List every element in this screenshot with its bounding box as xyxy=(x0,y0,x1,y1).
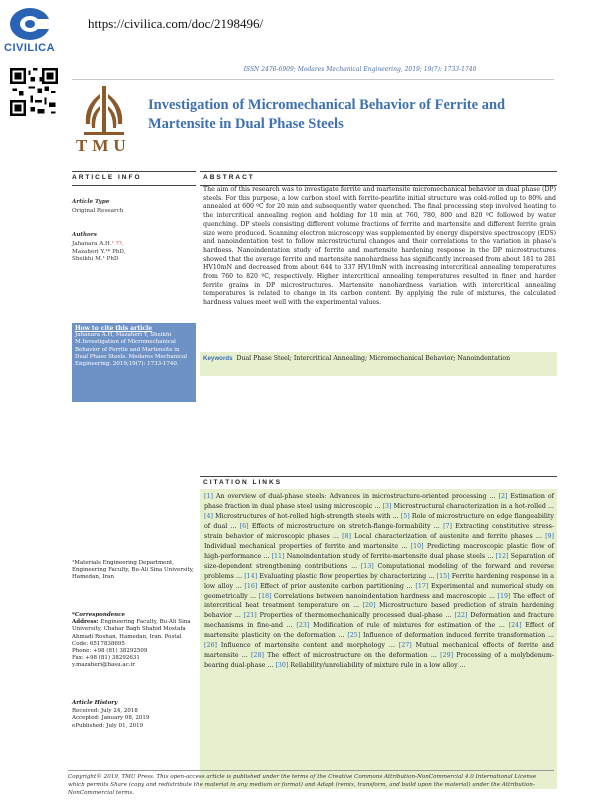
history-epublished: ePublished: July 01, 2019 xyxy=(72,722,144,729)
citation-title: Influence of martensite content and morphology ... xyxy=(220,642,395,650)
abstract-text: The aim of this research was to investigate ferrite and martensite micromechanical behavior in dual phase (DP) steels. For this purpose, a low carbon steel with ferrite-pearlite initial structure was cold-rolled up to 80% and annealed at 600 ºC for 20 min and subsequently water quenched. The final processing step involved heating to the intercritical annealing region and holding for 10 min at 760, 780, 800 and 820 ºC followed by water quenching. DP steels consisting different volume fractions of ferrite and martensite and different ferrite grain size were produced. Scanning electron microscopy was supplemented by energy dispersive spectroscopy (EDS) and nanoindentation test to follow microstructural changes and their correlations to the variation in phase's hardness. Nanoindentation study of ferrite and martensite hardening response in the DP microstructures showed that the average ferrite and martensite nanohardness has significantly increased from about 181 to 281 HV10mN and decreased from about 644 to 337 HV10mN with increasing intercritical annealing temperatures from 760 to 820 ºC, respectively. Higher intercritical annealing temperatures resulted in finer and harder ferrite grains in DP microstructures. Martensite nanohardness variation with intercritical annealing temperatures is related to change in its carbon content. By applying the rule of mixtures, the calculated hardness values meet well with the experimental values. xyxy=(203,186,556,307)
citation-title: The effect of microstructure on the deformation ... xyxy=(267,652,437,660)
citation-number: [24] xyxy=(508,622,522,630)
citation-title: An overview of dual-phase steels: Advances in microstructure-oriented processing ... xyxy=(215,493,496,500)
keywords-text: Dual Phase Steel; Intercritical Annealing; Micromechanical Behavior; Nanoindentation xyxy=(236,355,511,362)
citation-link[interactable] xyxy=(275,662,465,669)
copyright-footer: Copyright© 2019, TMU Press. This open-access article is published under the terms of the Creative Commons Attribution-NonCommercial 4.0 International License which permits Share (copy and redistribute the material in any medium or format) and Adapt (remix, transform, and build upon the material) under the Attribution-NonCommercial terms. xyxy=(68,774,537,796)
citation-title: Reliability/unreliability of mixture rule in a low alloy ... xyxy=(290,662,466,670)
citation-title: Predicting macroscopic plastic flow of high-performance ... xyxy=(204,542,554,560)
citation-link[interactable] xyxy=(244,573,434,580)
citation-number: [30] xyxy=(275,662,289,670)
citation-number: [16] xyxy=(244,582,258,590)
citation-number: [19] xyxy=(497,592,511,600)
abstract-rule-top xyxy=(200,171,557,172)
citation-number: [15] xyxy=(436,572,450,580)
citation-number: [12] xyxy=(495,552,509,560)
citation-link[interactable] xyxy=(204,493,496,500)
citation-title: Evaluating plastic flow properties by characterizing ... xyxy=(259,572,435,580)
citation-title: Ferrite hardening response in a low alloy ... xyxy=(204,572,554,590)
abstract-heading: ABSTRACT xyxy=(203,174,255,181)
citation-title: Individual mechanical properties of ferrite and martensite ... xyxy=(204,542,408,550)
citation-title: Processing of a molybdenum-bearing dual-phase ... xyxy=(204,652,554,670)
citation-title: Effects of microstructure on stretch-flange-formability ... xyxy=(251,522,440,530)
citation-title: Microstructures of hot-rolled high-strength steels with ... xyxy=(215,512,399,520)
citation-title: Separation of size-dependent strengthening contributions ... xyxy=(204,552,554,570)
citation-link[interactable] xyxy=(296,622,505,629)
citation-number: [20] xyxy=(362,602,376,610)
citation-number: [28] xyxy=(251,652,264,660)
keywords-label: Keywords xyxy=(203,355,233,362)
citation-title: Influence of deformation induced ferrite transformation ... xyxy=(363,632,554,640)
author-list xyxy=(72,241,196,264)
citation-link[interactable] xyxy=(272,553,494,560)
citation-link[interactable] xyxy=(251,652,437,659)
citation-number: [29] xyxy=(440,652,454,660)
how-to-cite-text xyxy=(75,325,193,368)
civilica-brand: CIVILICA xyxy=(4,42,56,54)
tmu-emblem-icon xyxy=(76,84,132,138)
citation-title: Microstructural characterization in a hot-rolled ... xyxy=(393,502,554,510)
document-url[interactable]: https://civilica.com/doc/2198496/ xyxy=(88,16,264,31)
citation-title: Effect of martensite plasticity on the deformation ... xyxy=(204,622,554,640)
keywords xyxy=(203,355,553,364)
citation-title: Microstructure based prediction of strain hardening behavior ... xyxy=(204,602,554,620)
article-type-value: Original Research xyxy=(72,208,124,214)
article-title: Investigation of Micromechanical Behavior of Ferrite and Martensite in Dual Phase Steels xyxy=(148,97,506,132)
citation-link[interactable] xyxy=(204,642,395,649)
citation-title: Local characterization of austenite and ferrite phases ... xyxy=(354,532,542,540)
citation-number: [23] xyxy=(296,622,310,630)
author-item: Mazaheri Y.¹* PhD, xyxy=(72,248,126,255)
correspondence-label: *Correspondence xyxy=(72,612,126,618)
citation-number: [1] xyxy=(204,493,213,500)
citation-link[interactable] xyxy=(383,503,554,510)
citation-links-heading: CITATION LINKS xyxy=(203,479,283,486)
citation-number: [13] xyxy=(360,562,374,570)
citation-number: [22] xyxy=(454,612,468,620)
citation-title: Role of microstructure on edge flangeability of dual ... xyxy=(204,512,554,530)
citation-number: [17] xyxy=(415,582,429,590)
how-to-cite-heading[interactable]: How to cite this article xyxy=(75,325,153,332)
citation-link[interactable] xyxy=(204,513,399,520)
author-item: Sheikhi M.¹ PhD xyxy=(72,256,119,262)
correspondence-phone: Phone: +98 (81) 38292509 xyxy=(72,648,148,655)
citation-number: [18] xyxy=(258,592,272,600)
citation-title: Effect of prior austenite carbon partitioning ... xyxy=(260,582,413,590)
qr-code-icon xyxy=(10,68,58,116)
citation-link[interactable] xyxy=(259,593,495,600)
citation-link[interactable] xyxy=(240,523,440,530)
correspondence-email[interactable]: y.mazaheri@basu.ac.ir xyxy=(72,662,135,669)
citation-title: Estimation of phase fraction in dual phase steel using microscopic ... xyxy=(204,493,554,510)
citation-title: Properties of thermomechanically processed dual-phase ... xyxy=(259,612,452,620)
citation-number: [4] xyxy=(204,512,213,520)
author-item: Jahanara A.H.¹ ??, xyxy=(72,241,124,247)
citation-number: [5] xyxy=(400,512,410,520)
citation-link[interactable] xyxy=(342,533,542,540)
citation-number: [14] xyxy=(244,572,258,580)
citation-number: [11] xyxy=(271,552,285,560)
header-divider xyxy=(72,79,554,80)
citation-number: [2] xyxy=(498,493,508,500)
citation-number: [8] xyxy=(342,532,352,540)
citation-link[interactable] xyxy=(347,632,554,639)
citation-number: [9] xyxy=(545,532,554,540)
history-received: Received: July 24, 2018 xyxy=(72,707,138,714)
tmu-logo-text: TMU xyxy=(76,136,131,155)
citation-number: [25] xyxy=(347,632,361,640)
citation-title: Computational modeling of the forward and reverse problems ... xyxy=(204,562,554,580)
citation-title: Deformation and fracture mechanisms in fine-and ... xyxy=(204,612,554,630)
citation-title: Mutual mechanical effects of ferrite and martensite ... xyxy=(204,642,554,660)
correspondence-fax: Fax: +98 (81) 38292631 xyxy=(72,655,140,662)
citation-number: [27] xyxy=(398,642,412,650)
citation-link[interactable] xyxy=(244,612,452,619)
citation-title: Modification of rule of mixtures for estimation of the ... xyxy=(313,622,505,630)
article-info-heading: ARTICLE INFO xyxy=(72,174,142,181)
history-accepted: Accepted: January 08, 2019 xyxy=(72,715,150,721)
citation-number: [7] xyxy=(443,522,452,530)
issn-line: ISSN 2476-6909; Modares Mechanical Engineering, 2019; 19(7): 1733-1740 xyxy=(243,66,477,73)
citation-title: Experimental and numerical study on geometrically ... xyxy=(204,582,554,600)
article-info-rule-bottom xyxy=(72,185,196,186)
correspondence xyxy=(72,612,194,670)
citation-title: Extracting constitutive stress-strain behavior of microscopic phases ... xyxy=(204,522,554,540)
citation-number: [10] xyxy=(410,542,424,550)
citation-links-list xyxy=(204,492,554,671)
citation-title: The effect of intercritical heat treatment temperature on ... xyxy=(204,592,554,610)
how-to-cite-body: Jahanara A.H, Mazaheri Y, Sheikhi M.Investigation of Micromechanical Behavior of Ferrite and Martensite in Dual Phase Steels. Modares Mechanical Engineering. 2019;19(7): 1733-1740. xyxy=(75,332,188,368)
citation-number: [26] xyxy=(204,642,217,650)
citation-number: [3] xyxy=(382,502,392,510)
article-info-rule-top xyxy=(72,171,196,172)
citation-number: [21] xyxy=(243,612,257,620)
history-label: Article History xyxy=(72,700,118,706)
citation-link[interactable] xyxy=(244,583,412,590)
citation-rule-top xyxy=(200,476,557,477)
article-history xyxy=(72,700,194,730)
civilica-logo-icon xyxy=(5,7,55,41)
citation-title: Correlations between nanoindentation hardness and macroscopic ... xyxy=(274,592,496,600)
article-type-label: Article Type xyxy=(72,199,110,205)
correspondence-address: Address: Engineering Faculty, Bu-Ali Sina University, Chahar Bagh Shahid Mostafa Ahmadi Roshan, Hamedan, Iran. Postal Code: 6517838695 xyxy=(72,619,191,647)
citation-number: [6] xyxy=(239,522,249,530)
authors-label: Authors xyxy=(72,232,97,238)
citation-title: Nanoindentation study of ferrite-martensite dual phase steels ... xyxy=(286,552,494,560)
affiliation: ¹Materials Engineering Department, Engineering Faculty, Bu-Ali Sina University, Hamedan, Iran xyxy=(72,560,194,580)
footer-rule xyxy=(68,770,554,771)
